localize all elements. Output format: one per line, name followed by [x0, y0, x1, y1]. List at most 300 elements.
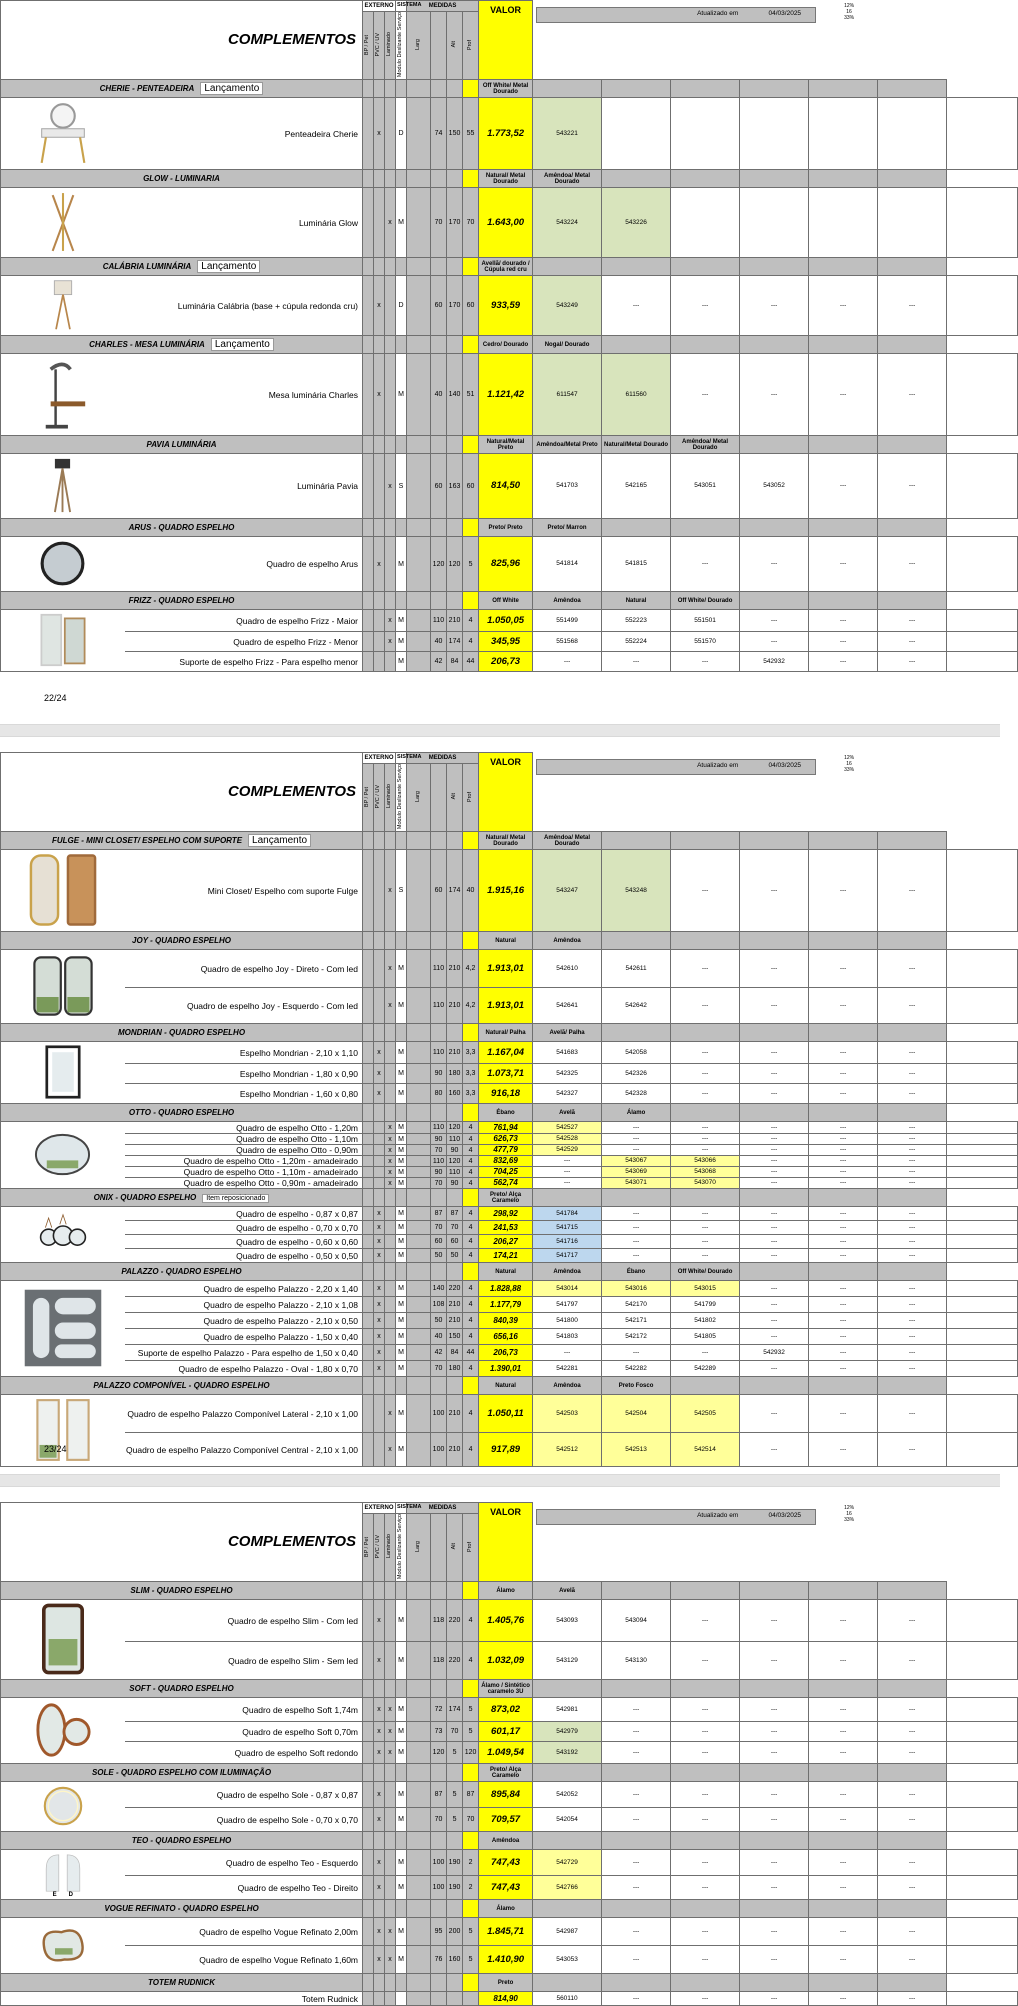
- code-cell: [671, 1808, 740, 1832]
- section-title: [1, 1263, 363, 1281]
- flag-lam: [385, 1642, 396, 1680]
- section-title-text: SOLE - QUADRO ESPELHO COM ILUMINAÇÃO: [91, 1767, 272, 1777]
- product-code: ---: [839, 560, 847, 568]
- code-cell: [671, 1918, 740, 1946]
- section-spacer: [431, 932, 447, 950]
- product-code: ---: [839, 301, 847, 309]
- section-title-text: PALAZZO COMPONÍVEL - QUADRO ESPELHO: [93, 1380, 270, 1390]
- measure-a: [447, 610, 463, 632]
- measure-value: 4: [468, 1157, 473, 1165]
- section-spacer: [407, 1377, 431, 1395]
- product-description: [125, 1329, 363, 1345]
- flag-lam: [385, 1918, 396, 1946]
- code-cell: [740, 1876, 809, 1900]
- product-code: 541814: [556, 560, 578, 568]
- measure-l: [431, 1235, 447, 1249]
- product-code: 543070: [694, 1179, 716, 1187]
- measure-l: [431, 1946, 447, 1974]
- measure-spare: [407, 1361, 431, 1377]
- flag-lam: [385, 1281, 396, 1297]
- code-cell: [740, 850, 809, 932]
- code-cell: [947, 1042, 1018, 1064]
- flag-pvc: [374, 1698, 385, 1722]
- section-title-text: TOTEM RUDNICK: [148, 1977, 215, 1987]
- section-spacer: [385, 1832, 396, 1850]
- updated-date: 04/03/2025: [768, 10, 802, 18]
- code-cell: [947, 1249, 1018, 1263]
- flag-value: x: [388, 1168, 392, 1176]
- product-code: ---: [701, 1223, 709, 1231]
- code-cell: [533, 950, 602, 988]
- code-cell: [947, 652, 1018, 672]
- code-cell: [947, 98, 1018, 170]
- flag-sys: [396, 537, 407, 592]
- code-cell: [533, 1876, 602, 1900]
- flag-lam: [385, 1722, 396, 1742]
- measure-spare: [407, 1122, 431, 1134]
- section-title: [1, 1189, 363, 1207]
- section-title: [1, 80, 363, 98]
- column-header: [407, 1514, 431, 1582]
- product-code: 542282: [625, 1364, 647, 1372]
- section-spacer: [396, 170, 407, 188]
- product-name: Suporte de espelho Frizz - Para espelho menor: [179, 656, 359, 667]
- product-code: 542528: [556, 1135, 578, 1143]
- finish-label: Avelã: [559, 1109, 575, 1116]
- product-code: ---: [701, 1237, 709, 1245]
- flag-pvc: [374, 1992, 385, 2006]
- flag-bp: [363, 1698, 374, 1722]
- code-cell: [947, 1808, 1018, 1832]
- product-image-cell: [1, 1992, 125, 2006]
- flag-value: M: [398, 1224, 404, 1232]
- measure-value: 60: [434, 887, 443, 895]
- mondrian-icon: [36, 1094, 90, 1101]
- flag-bp: [363, 188, 374, 258]
- code-cell: [947, 1722, 1018, 1742]
- finish-header: [740, 80, 809, 98]
- section-spacer: [431, 1680, 447, 1698]
- section-title-text: CHARLES - MESA LUMINÁRIA: [89, 339, 205, 349]
- product-code: ---: [701, 964, 709, 972]
- measure-p: [463, 1698, 479, 1722]
- flag-bp: [363, 1876, 374, 1900]
- product-code: ---: [839, 964, 847, 972]
- percent-note: 16: [846, 1510, 852, 1517]
- product-code: 542328: [625, 1089, 647, 1097]
- flag-value: x: [377, 1859, 381, 1867]
- code-cell: [740, 537, 809, 592]
- code-cell: [671, 1281, 740, 1297]
- code-cell: [947, 988, 1018, 1024]
- section-spacer: [431, 436, 447, 454]
- measure-value: 4: [468, 1446, 473, 1454]
- product-name: Quadro de espelho Sole - 0,87 x 0,87: [216, 1789, 359, 1800]
- measure-p: [463, 1178, 479, 1189]
- code-cell: [947, 1134, 1018, 1145]
- section-price-spacer: [463, 1377, 479, 1395]
- section-spacer: [407, 1104, 431, 1122]
- medidas-label: MEDIDAS: [428, 1504, 457, 1511]
- code-cell: [740, 1064, 809, 1084]
- section-spacer: [396, 1263, 407, 1281]
- section-row: [1, 1900, 1018, 1918]
- product-row: [1, 1782, 1018, 1808]
- finish-header: [740, 1764, 809, 1782]
- measure-value: 210: [448, 1049, 461, 1057]
- flag-sys: [396, 1042, 407, 1064]
- flag-pvc: [374, 1042, 385, 1064]
- product-name: Quadro de espelho Vogue Refinato 2,00m: [199, 1926, 359, 1937]
- section-row: [1, 519, 1018, 537]
- product-code: ---: [701, 1616, 709, 1624]
- price-value: 241,53: [493, 1222, 518, 1232]
- flag-pvc: [374, 1064, 385, 1084]
- finish-header: [671, 170, 740, 188]
- code-cell: [740, 1167, 809, 1178]
- flag-sys: [396, 1235, 407, 1249]
- flag-sys: [396, 1145, 407, 1156]
- section-spacer: [363, 1832, 374, 1850]
- code-cell: [878, 1946, 947, 1974]
- section-spacer: [385, 170, 396, 188]
- code-cell: [602, 1297, 671, 1313]
- finish-header: [479, 932, 533, 950]
- column-header: [447, 12, 463, 80]
- code-cell: [740, 1345, 809, 1361]
- product-row: [1, 1178, 1018, 1189]
- section-spacer: [407, 1974, 431, 1992]
- code-cell: [740, 1600, 809, 1642]
- finish-header: [479, 1582, 533, 1600]
- product-code: 543051: [694, 482, 716, 490]
- price-value: 704,25: [493, 1167, 518, 1177]
- code-cell: [671, 1297, 740, 1313]
- section-spacer: [447, 1974, 463, 1992]
- price-cell: [479, 1361, 533, 1377]
- product-code: ---: [770, 1135, 778, 1143]
- price-value: 1.913,01: [487, 999, 525, 1011]
- finish-label: Natural/Metal Preto: [486, 438, 525, 451]
- section-spacer: [407, 80, 431, 98]
- measure-l: [431, 1134, 447, 1145]
- product-code: ---: [839, 1616, 847, 1624]
- code-cell: [533, 1433, 602, 1467]
- measure-l: [431, 1698, 447, 1722]
- code-cell: [809, 1722, 878, 1742]
- product-code: ---: [908, 1727, 916, 1735]
- code-cell: [809, 1698, 878, 1722]
- product-code: 542503: [556, 1409, 578, 1417]
- page-separator: [0, 724, 1000, 737]
- flag-lam: [385, 1134, 396, 1145]
- price-cell: [479, 1329, 533, 1345]
- section-spacer: [385, 1974, 396, 1992]
- code-cell: [671, 632, 740, 652]
- product-code: 541717: [556, 1251, 578, 1259]
- code-cell: [809, 276, 878, 336]
- measure-value: 60: [434, 482, 443, 490]
- measure-l: [431, 1345, 447, 1361]
- measure-a: [447, 1084, 463, 1104]
- product-name: Luminária Glow: [298, 217, 359, 228]
- finish-header: [671, 436, 740, 454]
- product-code: ---: [632, 1123, 640, 1131]
- measure-p: [463, 1207, 479, 1221]
- code-cell: [947, 354, 1018, 436]
- column-header-larg: Larg: [414, 39, 421, 51]
- code-cell: [533, 1042, 602, 1064]
- measure-value: 170: [448, 219, 461, 227]
- section-price-spacer: [463, 1764, 479, 1782]
- flag-lam: [385, 652, 396, 672]
- product-code: ---: [770, 1364, 778, 1372]
- measure-spare: [407, 1722, 431, 1742]
- price-value: 1.913,01: [487, 962, 525, 974]
- flag-lam: [385, 1297, 396, 1313]
- price-value: 206,27: [493, 1236, 518, 1246]
- section-title-text: JOY - QUADRO ESPELHO: [132, 935, 231, 945]
- flag-lam: [385, 1207, 396, 1221]
- finish-header: [671, 1377, 740, 1395]
- measure-spare: [407, 1084, 431, 1104]
- section-price-spacer: [463, 1582, 479, 1600]
- finish-header: [740, 336, 809, 354]
- product-code: 542165: [625, 482, 647, 490]
- flag-bp: [363, 1134, 374, 1145]
- code-cell: [671, 1329, 740, 1345]
- finish-header: [878, 1974, 947, 1992]
- product-code: ---: [701, 886, 709, 894]
- flag-value: x: [388, 1749, 392, 1757]
- finish-label: Ébano: [496, 1109, 515, 1116]
- product-name: Quadro de espelho Otto - 0,90m - amadeirado: [183, 1178, 359, 1188]
- code-cell: [533, 1395, 602, 1433]
- code-cell: [671, 1084, 740, 1104]
- page-title-text: COMPLEMENTOS: [227, 783, 357, 801]
- product-code: 543249: [556, 301, 578, 309]
- finish-header: [479, 519, 533, 537]
- section-spacer: [385, 436, 396, 454]
- finish-header: [602, 519, 671, 537]
- flag-lam: [385, 1946, 396, 1974]
- section-spacer: [431, 1104, 447, 1122]
- column-header: [363, 12, 374, 80]
- measure-value: 4: [468, 1657, 473, 1665]
- product-code: ---: [839, 1209, 847, 1217]
- percent-note: 12%: [844, 2, 855, 9]
- finish-header: [878, 436, 947, 454]
- product-code: 542981: [556, 1705, 578, 1713]
- measure-p: [463, 1134, 479, 1145]
- measure-value: 210: [448, 1410, 461, 1418]
- section-spacer: [447, 436, 463, 454]
- measure-a: [447, 1642, 463, 1680]
- code-cell: [947, 1345, 1018, 1361]
- code-cell: [671, 1361, 740, 1377]
- valor-label: VALOR: [490, 757, 521, 767]
- product-description: [125, 1918, 363, 1946]
- product-description: [125, 1156, 363, 1167]
- column-header: [463, 1514, 479, 1582]
- measure-value: 60: [434, 302, 443, 310]
- product-name: Quadro de espelho Joy - Direto - Com led: [200, 963, 359, 974]
- measure-p: [463, 1249, 479, 1263]
- flag-lam: [385, 1156, 396, 1167]
- finish-header: [878, 1832, 947, 1850]
- finish-header: [533, 1582, 602, 1600]
- measure-a: [447, 1178, 463, 1189]
- product-code: 543071: [625, 1179, 647, 1187]
- code-cell: [533, 1167, 602, 1178]
- updated-date: 04/03/2025: [768, 1512, 802, 1520]
- product-image-cell: [1, 1850, 125, 1900]
- code-cell: [809, 652, 878, 672]
- product-description: [125, 1297, 363, 1313]
- flag-value: M: [398, 1884, 404, 1892]
- measure-value: 190: [448, 1859, 461, 1867]
- measure-value: 90: [434, 1168, 443, 1176]
- product-name: Mesa luminária Charles: [268, 389, 359, 400]
- code-cell: [533, 1084, 602, 1104]
- section-row: [1, 1263, 1018, 1281]
- measure-a: [447, 1329, 463, 1345]
- measure-spare: [407, 1249, 431, 1263]
- code-cell: [809, 632, 878, 652]
- flag-value: M: [398, 1333, 404, 1341]
- column-header-mds: Modulo Deslizante Serviço: [397, 764, 404, 830]
- code-cell: [602, 1249, 671, 1263]
- finish-header: [533, 1377, 602, 1395]
- code-cell: [533, 1850, 602, 1876]
- code-cell: [740, 1433, 809, 1467]
- repositioned-badge: Item reposicionado: [202, 1194, 269, 1203]
- finish-header: [671, 336, 740, 354]
- product-code: 542326: [625, 1069, 647, 1077]
- flag-lam: [385, 632, 396, 652]
- measure-value: 3,3: [465, 1090, 476, 1098]
- product-row: [1, 1698, 1018, 1722]
- finish-header: [602, 1832, 671, 1850]
- code-cell: [533, 276, 602, 336]
- flag-lam: [385, 1313, 396, 1329]
- product-code: 542610: [556, 964, 578, 972]
- code-cell: [878, 1918, 947, 1946]
- product-row: [1, 1235, 1018, 1249]
- column-header: [396, 764, 407, 832]
- column-header: [463, 764, 479, 832]
- flag-bp: [363, 1249, 374, 1263]
- product-description: [125, 188, 363, 258]
- product-code: 542058: [625, 1048, 647, 1056]
- section-price-spacer: [463, 519, 479, 537]
- section-spacer: [385, 1377, 396, 1395]
- measure-value: 5: [452, 1749, 457, 1757]
- measure-value: 120: [448, 1124, 461, 1132]
- flag-sys: [396, 1084, 407, 1104]
- code-cell: [740, 1313, 809, 1329]
- product-code: ---: [701, 1705, 709, 1713]
- flag-sys: [396, 1297, 407, 1313]
- product-code: ---: [770, 1656, 778, 1664]
- code-cell: [740, 276, 809, 336]
- sistema-label: SISTEMA: [397, 2, 422, 9]
- flag-lam: [385, 1876, 396, 1900]
- product-description: [125, 354, 363, 436]
- code-cell: [671, 188, 740, 258]
- product-row: [1, 1064, 1018, 1084]
- measure-spare: [407, 188, 431, 258]
- product-row: [1, 276, 1018, 336]
- finish-label: Amêndoa: [553, 1382, 581, 1389]
- finish-label: Preto Fosco: [618, 1382, 654, 1389]
- product-code: 543052: [763, 482, 785, 490]
- price-cell: [479, 1145, 533, 1156]
- product-code: 552223: [625, 616, 647, 624]
- measure-a: [447, 1992, 463, 2006]
- product-code: 551499: [556, 616, 578, 624]
- product-image-cell: [1, 537, 125, 592]
- section-title-text: SOFT - QUADRO ESPELHO: [129, 1683, 234, 1693]
- code-cell: [533, 354, 602, 436]
- measure-value: 4: [468, 1365, 473, 1373]
- product-code: 542325: [556, 1069, 578, 1077]
- section-title: [1, 258, 363, 276]
- measure-value: 55: [466, 130, 475, 138]
- section-spacer: [407, 932, 431, 950]
- product-code: ---: [770, 1300, 778, 1308]
- product-code: ---: [563, 1168, 571, 1176]
- code-cell: [878, 1167, 947, 1178]
- section-spacer: [385, 1680, 396, 1698]
- updated-label: Atualizado em: [697, 762, 739, 770]
- measure-value: 170: [448, 302, 461, 310]
- code-cell: [878, 1297, 947, 1313]
- finish-header: [740, 932, 809, 950]
- code-cell: [740, 1782, 809, 1808]
- measure-l: [431, 1297, 447, 1313]
- measure-value: 210: [448, 617, 461, 625]
- code-cell: [533, 1722, 602, 1742]
- flag-pvc: [374, 188, 385, 258]
- price-value: 916,18: [491, 1087, 521, 1099]
- finish-label: Off White/ Metal Dourado: [482, 82, 529, 95]
- percent-note: 16: [846, 8, 852, 15]
- section-spacer: [363, 1900, 374, 1918]
- column-header: [447, 1514, 463, 1582]
- product-description: [125, 1134, 363, 1145]
- code-cell: [533, 1156, 602, 1167]
- sheet-page-2: [0, 752, 1000, 1467]
- product-code: 543221: [556, 129, 578, 137]
- product-row: [1, 354, 1018, 436]
- product-image-cell: [1, 1122, 125, 1189]
- finish-header: [809, 170, 878, 188]
- flag-value: D: [398, 302, 404, 310]
- section-price-spacer: [463, 1263, 479, 1281]
- finish-header: [740, 519, 809, 537]
- finish-header: [878, 1189, 947, 1207]
- code-cell: [809, 1207, 878, 1221]
- measure-value: 42: [434, 1349, 443, 1357]
- finish-label: Avellã/ dourado / Cúpula red cru: [481, 260, 530, 273]
- product-code: ---: [839, 1409, 847, 1417]
- product-description: [125, 1249, 363, 1263]
- product-code: ---: [770, 1157, 778, 1165]
- section-spacer: [374, 1024, 385, 1042]
- product-description: [125, 1178, 363, 1189]
- section-row: [1, 258, 1018, 276]
